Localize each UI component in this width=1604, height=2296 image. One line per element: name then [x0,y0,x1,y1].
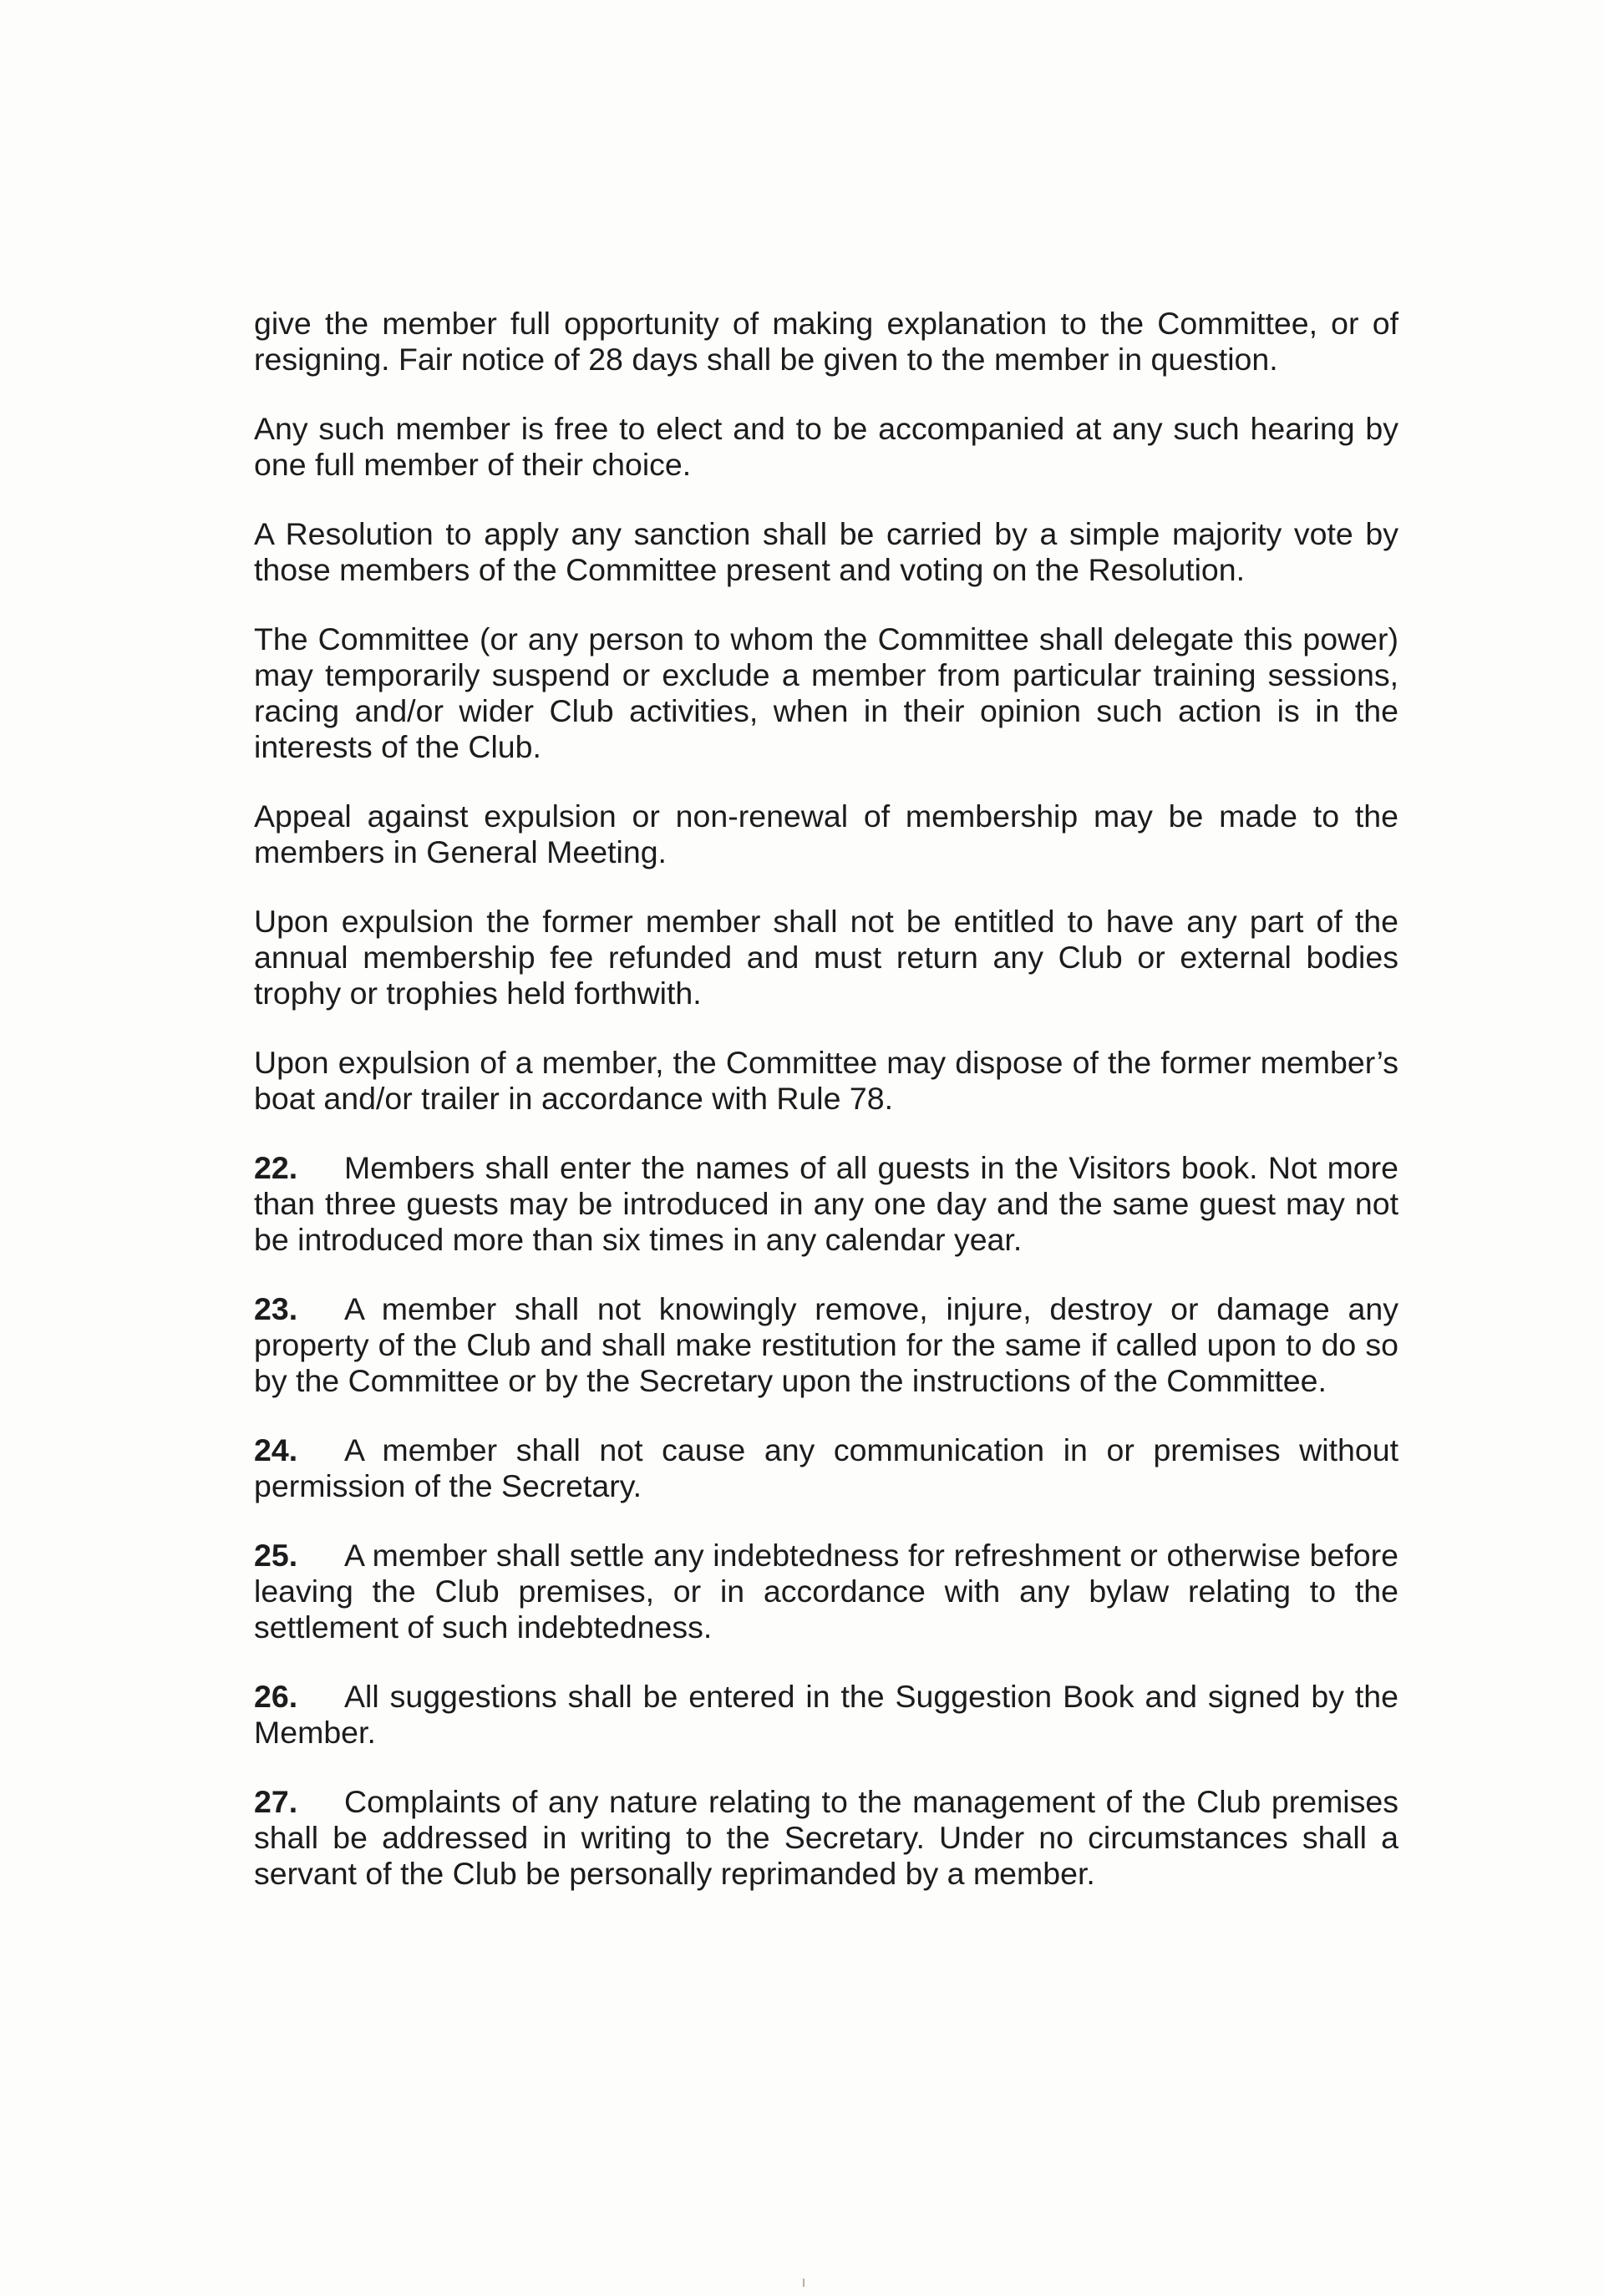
paragraph-text: The Committee (or any person to whom the Committee shall delegate this power) may temporarily suspend or exclude a member from particular training sessions, racing and/or wider Club activities, when in their opinion such action is in the interests of the Club. [254,621,1398,764]
rule-text: A member shall settle any indebtedness for refreshment or otherwise before leaving the Club premises, or in accordance with any bylaw relating to the settlement of such indebtedness. [254,1538,1398,1645]
rule-25 [254,1538,1398,1645]
rule-22 [254,1150,1398,1258]
rule-number: 27. [254,1784,298,1819]
paragraph-fee-refund [254,904,1398,1011]
rule-text: Complaints of any nature relating to the management of the Club premises shall be addressed in writing to the Secretary. Under no circumstances shall a servant of the Club be personally reprimanded by a member. [254,1784,1398,1891]
scan-speck [803,2278,805,2287]
paragraph-text: Upon expulsion the former member shall not be entitled to have any part of the annual membership fee refunded and must return any Club or external bodies trophy or trophies held forthwith. [254,904,1398,1011]
rule-23 [254,1291,1398,1399]
rule-text: A member shall not cause any communication in or premises without permission of the Secretary. [254,1432,1398,1503]
rule-number: 22. [254,1150,298,1185]
rule-number: 26. [254,1679,298,1714]
paragraph-text: give the member full opportunity of making explanation to the Committee, or of resigning. Fair notice of 28 days shall be given to the member in question. [254,306,1398,377]
rule-text: All suggestions shall be entered in the Suggestion Book and signed by the Member. [254,1679,1398,1750]
paragraph-suspension [254,621,1398,765]
rule-24 [254,1432,1398,1504]
paragraph-boat-disposal [254,1045,1398,1117]
paragraph-text: Upon expulsion of a member, the Committee may dispose of the former member’s boat and/or trailer in accordance with Rule 78. [254,1045,1398,1116]
paragraph-resolution [254,516,1398,588]
paragraph-hearing-notice [254,306,1398,378]
rule-26 [254,1679,1398,1751]
rule-number: 25. [254,1538,298,1573]
rule-text: A member shall not knowingly remove, injure, destroy or damage any property of the Club and shall make restitution for the same if called upon to do so by the Committee or by the Secretary upon the instructions of the Committee. [254,1291,1398,1398]
paragraph-text: Appeal against expulsion or non-renewal of membership may be made to the members in General Meeting. [254,798,1398,869]
paragraph-appeal [254,798,1398,870]
rule-text: Members shall enter the names of all guests in the Visitors book. Not more than three guests may be introduced in any one day and the same guest may not be introduced more than six times in any calendar year. [254,1150,1398,1257]
rule-number: 24. [254,1432,298,1467]
paragraph-accompanied [254,411,1398,483]
paragraph-text: A Resolution to apply any sanction shall be carried by a simple majority vote by those members of the Committee present and voting on the Resolution. [254,516,1398,587]
rule-27 [254,1784,1398,1892]
paragraph-text: Any such member is free to elect and to be accompanied at any such hearing by one full member of their choice. [254,411,1398,482]
rule-number: 23. [254,1291,298,1326]
document-page [254,306,1398,1925]
